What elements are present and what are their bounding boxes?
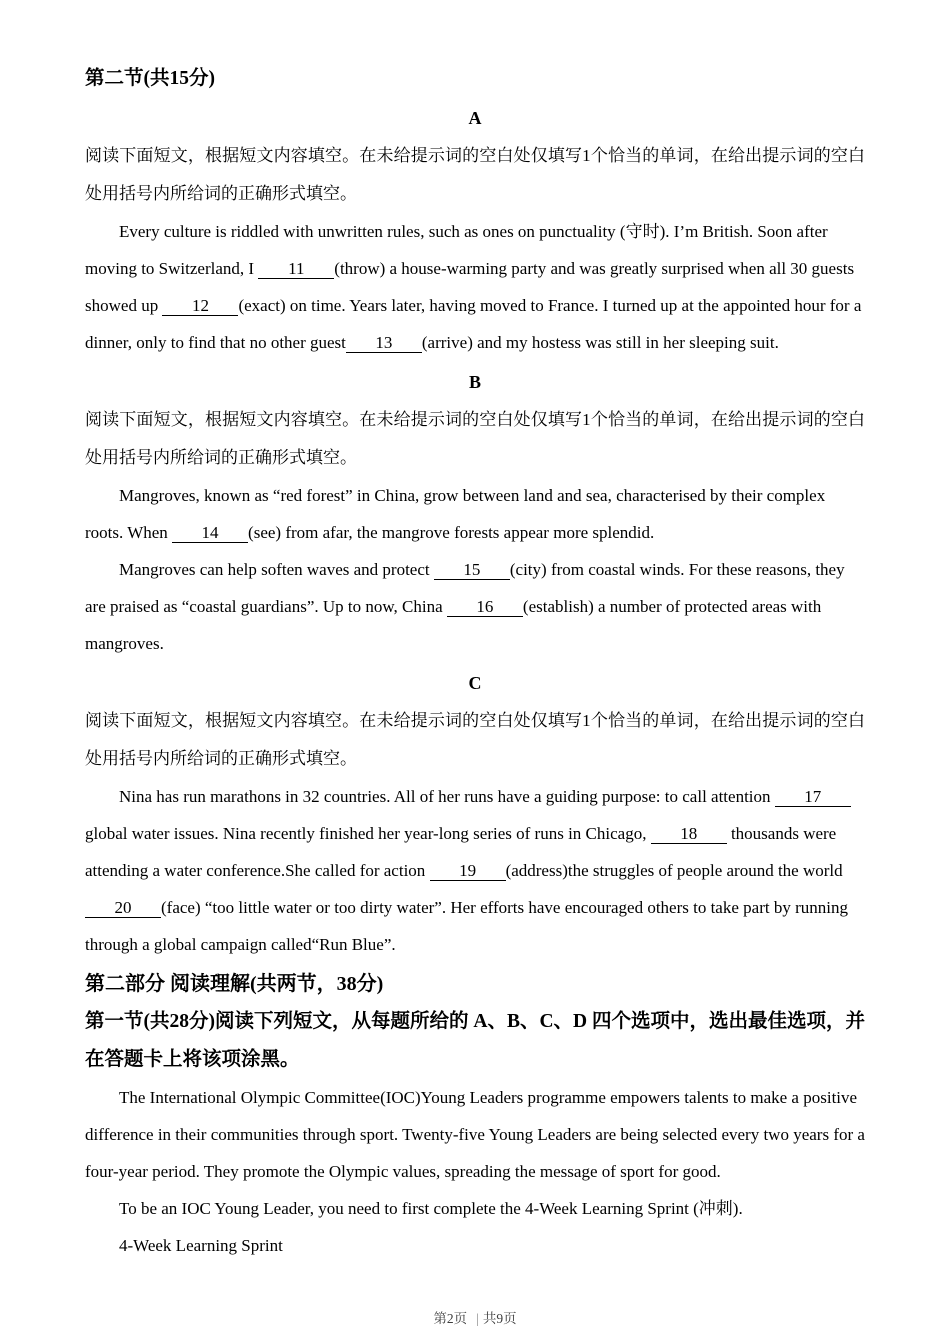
blank-17: 17 <box>775 787 851 807</box>
passage-b-paragraph-2 <box>85 551 865 662</box>
passage-a-text <box>85 213 865 361</box>
footer-separator: | <box>476 1311 479 1326</box>
passage-a-label: A <box>468 108 482 128</box>
text-run: Mangroves can help soften waves and protect <box>119 560 434 579</box>
blank-20: 20 <box>85 898 161 918</box>
blank-19: 19 <box>430 861 506 881</box>
text-run: Mangroves, known as “red forest” in China, grow between land and sea, characterised by their complex roots. When <box>85 486 826 542</box>
passage-b-paragraph-1 <box>85 477 865 551</box>
passage-b-label: B <box>468 372 481 392</box>
section2-heading: 第二节(共15分) <box>85 68 215 89</box>
passage-b-instructions: 阅读下面短文，根据短文内容填空。在未给提示词的空白处仅填写1个恰当的单词，在给出提示词的空白处用括号内所给词的正确形式填空。 <box>85 410 865 467</box>
blank-14: 14 <box>172 523 248 543</box>
reading-paragraph-1: The International Olympic Committee(IOC)Young Leaders programme empowers talents to make a positive difference in their communities through sport. Twenty-five Young Leaders are being selected every two years for a four-year period. They promote the Olympic values, spreading the message of sport for good. <box>85 1088 865 1181</box>
passage-c-label: C <box>468 673 482 693</box>
reading-paragraph-2: To be an IOC Young Leader, you need to first complete the 4-Week Learning Sprint (冲刺). <box>119 1199 743 1218</box>
text-run: (throw) a house-warming party and was greatly surprised when all 30 guests showed up <box>85 259 855 315</box>
text-run: global water issues. Nina recently finished her year-long series of runs in Chicago, <box>85 824 651 843</box>
part2-section1-heading: 第一节(共28分)阅读下列短文，从每题所给的 A、B、C、D 四个选项中，选出最佳选项，并在答题卡上将该项涂黑。 <box>85 1011 865 1070</box>
footer-page-number: 第2页 <box>433 1311 468 1326</box>
blank-15: 15 <box>434 560 510 580</box>
blank-13: 13 <box>346 333 422 353</box>
part2-heading: 第二部分 阅读理解(共两节，38分) <box>85 973 384 995</box>
text-run: thousands were attending a water conference.She called for action <box>85 824 837 880</box>
text-run: (city) from coastal winds. For these reasons, they are praised as “coastal guardians”. Up to now, China <box>85 560 845 616</box>
text-run: (arrive) and my hostess was still in her sleeping suit. <box>421 333 779 352</box>
text-run: Every culture is riddled with unwritten rules, such as ones on punctuality (守时). I’m British. Soon after moving to Switzerland, I <box>85 222 828 278</box>
text-run: (see) from afar, the mangrove forests appear more splendid. <box>248 523 655 542</box>
passage-c-text <box>85 778 865 963</box>
text-run: (address)the struggles of people around the world <box>505 861 843 880</box>
text-run: (exact) on time. Years later, having moved to France. I turned up at the appointed hour for a dinner, only to find that no other guest <box>85 296 862 352</box>
blank-16: 16 <box>447 597 523 617</box>
text-run: Nina has run marathons in 32 countries. All of her runs have a guiding purpose: to call attention <box>119 787 775 806</box>
reading-paragraph-3: 4-Week Learning Sprint <box>119 1236 283 1255</box>
page-footer <box>0 1310 950 1328</box>
text-run: (establish) a number of protected areas with mangroves. <box>85 597 822 653</box>
footer-total-pages: 共9页 <box>482 1311 517 1326</box>
blank-18: 18 <box>651 824 727 844</box>
blank-11: 11 <box>258 259 334 279</box>
passage-a-instructions: 阅读下面短文，根据短文内容填空。在未给提示词的空白处仅填写1个恰当的单词，在给出提示词的空白处用括号内所给词的正确形式填空。 <box>85 146 865 203</box>
passage-c-instructions: 阅读下面短文，根据短文内容填空。在未给提示词的空白处仅填写1个恰当的单词，在给出提示词的空白处用括号内所给词的正确形式填空。 <box>85 711 865 768</box>
blank-12: 12 <box>162 296 238 316</box>
text-run: (face) “too little water or too dirty water”. Her efforts have encouraged others to take part by running through a global campaign called“Run Blue”. <box>85 898 848 954</box>
